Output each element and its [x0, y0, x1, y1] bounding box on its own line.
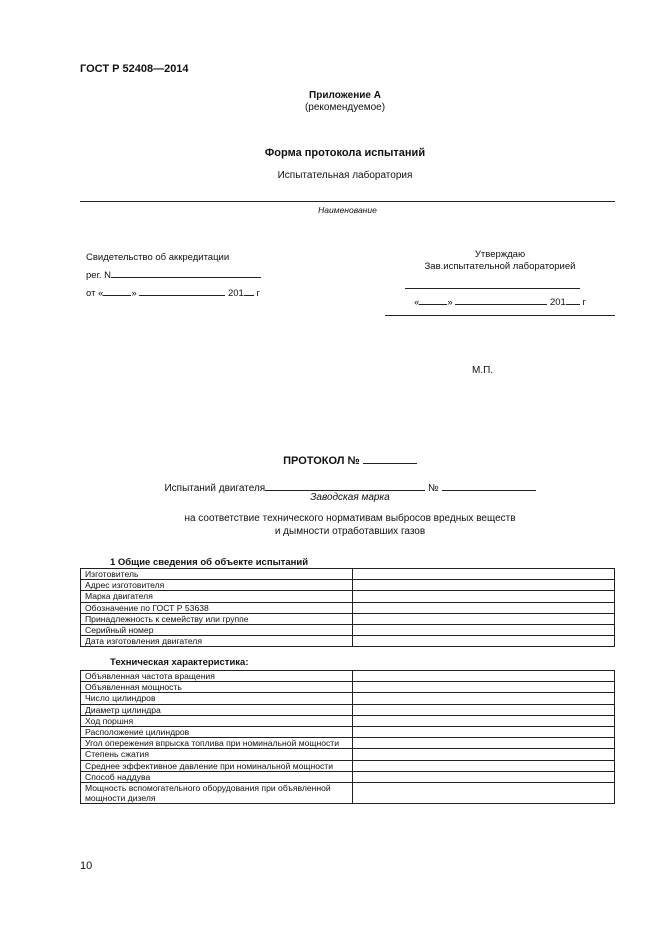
approval-head: Зав.испытательной лабораторией — [424, 261, 576, 272]
row-label: Адрес изготовителя — [81, 580, 353, 591]
table-row — [81, 636, 615, 647]
general-info-table — [80, 568, 615, 647]
table-row — [81, 624, 615, 635]
table-row — [81, 613, 615, 624]
table-row — [81, 726, 615, 737]
row-value-field[interactable] — [353, 591, 615, 602]
table-row — [81, 682, 615, 693]
day-line — [103, 285, 131, 296]
lab-name-line — [80, 201, 615, 202]
compliance-text: на соответствие технического нормативам выбросов вредных веществ и дымности отработавших газов — [184, 513, 516, 537]
row-value-field[interactable] — [353, 760, 615, 771]
row-label: Расположение цилиндров — [81, 726, 353, 737]
approval-date: « » 201 г — [385, 294, 615, 308]
row-value-field[interactable] — [353, 602, 615, 613]
row-label: Объявленная мощность — [81, 682, 353, 693]
table-row — [81, 760, 615, 771]
approval-month-line — [455, 294, 547, 305]
table-row — [81, 671, 615, 682]
table-row — [81, 715, 615, 726]
accreditation-date: от « » 201 г — [86, 285, 261, 303]
table-row — [81, 591, 615, 602]
row-value-field[interactable] — [353, 749, 615, 760]
row-label: Объявленная частота вращения — [81, 671, 353, 682]
technical-title: Техническая характеристика: — [110, 657, 249, 668]
row-label: Ход поршня — [81, 715, 353, 726]
protocol-number-line — [363, 453, 417, 464]
approval-day-line — [419, 294, 447, 305]
table-row — [81, 782, 615, 803]
reg-number-line — [111, 267, 261, 278]
brand-caption: Заводская марка — [310, 492, 390, 503]
appendix-heading — [180, 90, 510, 114]
row-value-field[interactable] — [353, 715, 615, 726]
stamp-place: М.П. — [472, 365, 494, 376]
engine-tests-line: Испытаний двигателя № — [100, 480, 600, 494]
table-row — [81, 693, 615, 704]
protocol-title: ПРОТОКОЛ № — [200, 453, 500, 467]
row-label: Среднее эффективное давление при номинальной мощности — [81, 760, 353, 771]
engine-number-line — [442, 480, 536, 491]
engine-brand-line — [265, 480, 425, 491]
table-row — [81, 580, 615, 591]
lab-name-caption: Наименование — [318, 205, 377, 215]
accreditation-block — [86, 249, 261, 303]
row-label: Диаметр цилиндра — [81, 704, 353, 715]
row-value-field[interactable] — [353, 569, 615, 580]
row-label: Мощность вспомогательного оборудования при объявленной мощности дизеля — [81, 782, 353, 803]
row-value-field[interactable] — [353, 693, 615, 704]
row-label: Число цилиндров — [81, 693, 353, 704]
row-value-field[interactable] — [353, 613, 615, 624]
row-value-field[interactable] — [353, 782, 615, 803]
approval-approve: Утверждаю — [474, 249, 526, 260]
row-value-field[interactable] — [353, 682, 615, 693]
accreditation-label: Свидетельство об аккредитации — [86, 252, 230, 263]
table-row — [81, 749, 615, 760]
row-label: Серийный номер — [81, 624, 353, 635]
page-number: 10 — [80, 860, 93, 872]
approval-block — [385, 249, 615, 273]
appendix-title: Приложение А — [309, 90, 381, 101]
table-row — [81, 602, 615, 613]
month-line — [139, 285, 225, 296]
section1-title: 1 Общие сведения об объекте испытаний — [110, 557, 309, 568]
row-label: Угол опережения впрыска топлива при номинальной мощности — [81, 738, 353, 749]
row-value-field[interactable] — [353, 704, 615, 715]
approval-year-line — [566, 294, 580, 305]
row-value-field[interactable] — [353, 738, 615, 749]
signature-line — [405, 288, 580, 289]
row-label: Обозначение по ГОСТ Р 53638 — [81, 602, 353, 613]
row-label: Принадлежность к семейству или группе — [81, 613, 353, 624]
row-label: Степень сжатия — [81, 749, 353, 760]
row-value-field[interactable] — [353, 726, 615, 737]
row-value-field[interactable] — [353, 636, 615, 647]
appendix-subtitle: (рекомендуемое) — [304, 102, 386, 113]
row-label: Дата изготовления двигателя — [81, 636, 353, 647]
row-label: Марка двигателя — [81, 591, 353, 602]
row-label: Изготовитель — [81, 569, 353, 580]
approval-rule — [385, 315, 615, 316]
row-label: Способ наддува — [81, 771, 353, 782]
row-value-field[interactable] — [353, 771, 615, 782]
table-row — [81, 738, 615, 749]
row-value-field[interactable] — [353, 624, 615, 635]
table-row — [81, 704, 615, 715]
table-row — [81, 569, 615, 580]
form-title: Форма протокола испытаний — [264, 147, 426, 159]
document-id: ГОСТ Р 52408—2014 — [80, 63, 189, 75]
row-value-field[interactable] — [353, 580, 615, 591]
row-value-field[interactable] — [353, 671, 615, 682]
accreditation-reg: рег. N — [86, 267, 261, 285]
lab-label: Испытательная лаборатория — [277, 170, 413, 181]
technical-table — [80, 670, 615, 804]
year-line — [244, 285, 254, 296]
table-row — [81, 771, 615, 782]
